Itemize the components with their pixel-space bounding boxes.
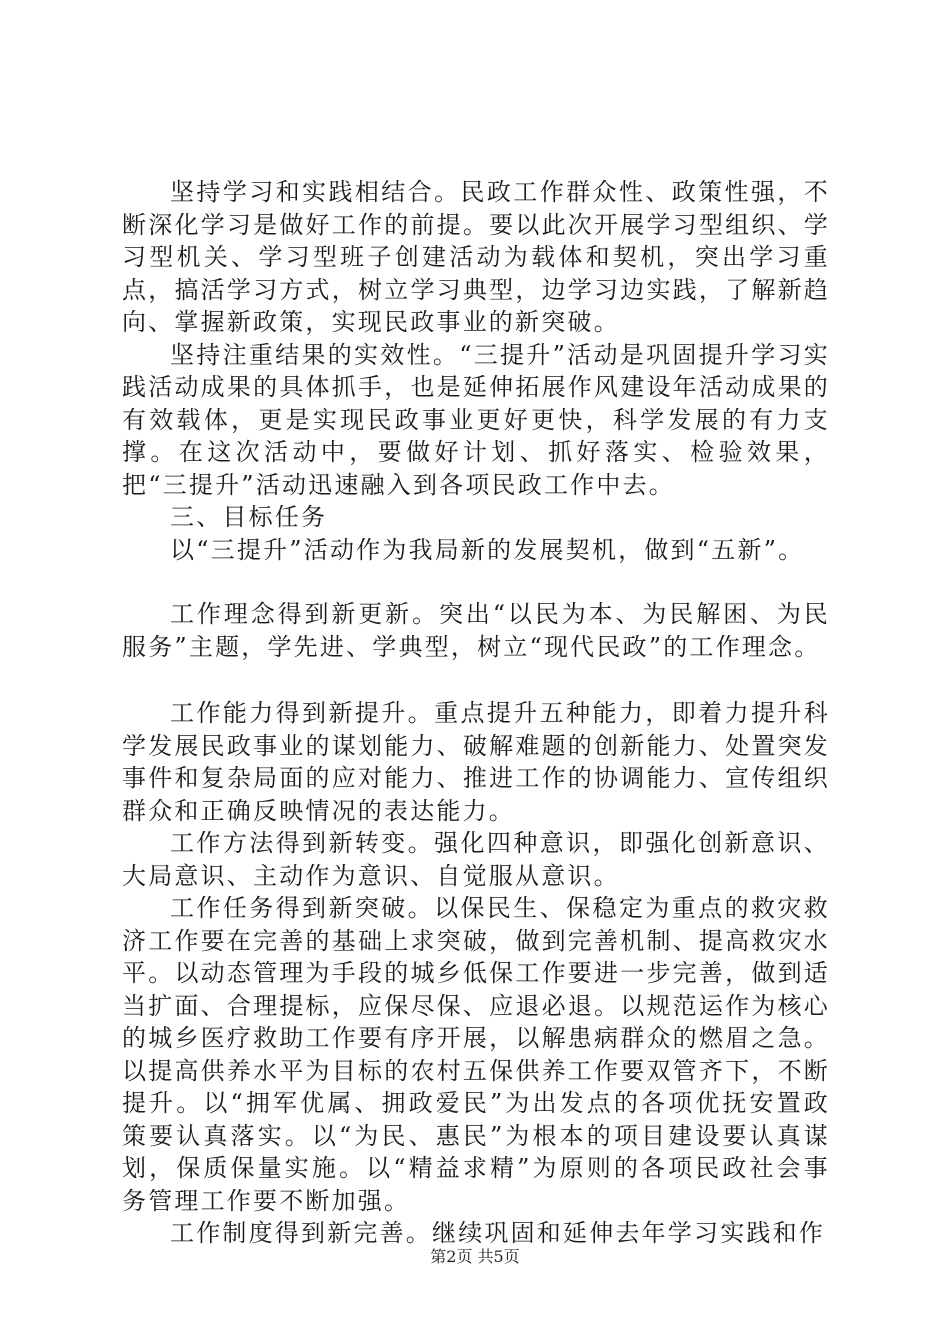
paragraph-five-new: 以“三提升”活动作为我局新的发展契机，做到“五新”。 — [170, 535, 805, 564]
document-body — [122, 176, 830, 1250]
paragraph-work-method: 工作方法得到新转变。强化四种意识，即强化创新意识、大局意识、主动作为意识、自觉服从意识。 — [122, 829, 830, 890]
paragraph-work-concept: 工作理念得到新更新。突出“以民为本、为民解困、为民服务”主题，学先进、学典型，树立“现代民政”的工作理念。 — [122, 600, 830, 661]
paragraph-work-ability: 工作能力得到新提升。重点提升五种能力，即着力提升科学发展民政事业的谋划能力、破解难题的创新能力、处置突发事件和复杂局面的应对能力、推进工作的协调能力、宣传组织群众和正确反映情况的表达能力。 — [122, 699, 830, 825]
paragraph-work-task: 工作任务得到新突破。以保民生、保稳定为重点的救灾救济工作要在完善的基础上求突破，做到完善机制、提高救灾水平。以动态管理为手段的城乡低保工作要进一步完善，做到适当扩面、合理提标，应保尽保、应退必退。以规范运作为核心的城乡医疗救助工作要有序开展，以解患病群众的燃眉之急。以提高供养水平为目标的农村五保供养工作要双管齐下，不断提升。以“拥军优属、拥政爱民”为出发点的各项优抚安置政策要认真落实。以“为民、惠民”为根本的项目建设要认真谋划，保质保量实施。以“精益求精”为原则的各项民政社会事务管理工作要不断加强。 — [122, 894, 830, 1215]
paragraph-effectiveness: 坚持注重结果的实效性。“三提升”活动是巩固提升学习实践活动成果的具体抓手，也是延伸拓展作风建设年活动成果的有效载体，更是实现民政事业更好更快，科学发展的有力支撑。在这次活动中，要做好计划、抓好落实、检验效果，把“三提升”活动迅速融入到各项民政工作中去。 — [122, 340, 830, 499]
page-number-footer: 第2页 共5页 — [430, 1247, 520, 1266]
paragraph-study-practice: 坚持学习和实践相结合。民政工作群众性、政策性强，不断深化学习是做好工作的前提。要以此次开展学习型组织、学习型机关、学习型班子创建活动为载体和契机，突出学习重点，搞活学习方式，树立学习典型，边学习边实践，了解新趋向、掌握新政策，实现民政事业的新突破。 — [122, 178, 830, 336]
paragraph-work-system: 工作制度得到新完善。继续巩固和延伸去年学习实践和作 — [170, 1219, 825, 1247]
section-heading-goals: 三、目标任务 — [170, 503, 328, 531]
